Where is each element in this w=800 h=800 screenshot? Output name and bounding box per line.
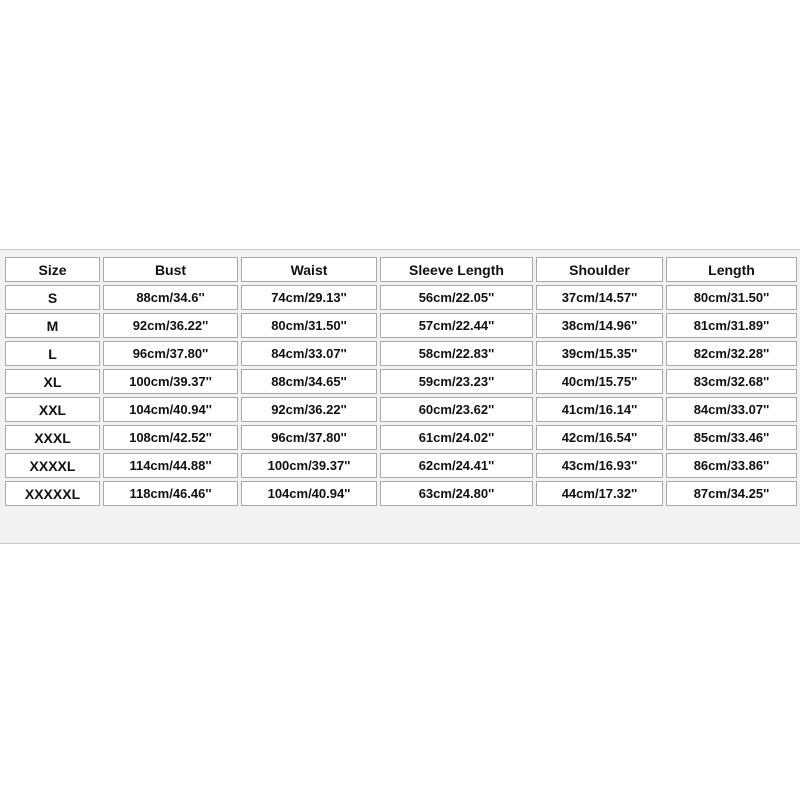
size-chart-panel [0, 249, 800, 544]
bust-cell: 96cm/37.80'' [103, 341, 238, 366]
table-row [5, 453, 797, 478]
header-bust: Bust [103, 257, 238, 282]
size-cell: XL [5, 369, 100, 394]
bust-cell: 92cm/36.22'' [103, 313, 238, 338]
size-cell: M [5, 313, 100, 338]
size-chart-table [2, 254, 800, 509]
length-cell: 81cm/31.89'' [666, 313, 797, 338]
shoulder-cell: 37cm/14.57'' [536, 285, 663, 310]
sleeve-length-cell: 56cm/22.05'' [380, 285, 533, 310]
table-row [5, 481, 797, 506]
length-cell: 82cm/32.28'' [666, 341, 797, 366]
header-sleeve-length: Sleeve Length [380, 257, 533, 282]
waist-cell: 88cm/34.65'' [241, 369, 377, 394]
waist-cell: 80cm/31.50'' [241, 313, 377, 338]
waist-cell: 104cm/40.94'' [241, 481, 377, 506]
length-cell: 83cm/32.68'' [666, 369, 797, 394]
waist-cell: 92cm/36.22'' [241, 397, 377, 422]
size-cell: XXL [5, 397, 100, 422]
waist-cell: 84cm/33.07'' [241, 341, 377, 366]
shoulder-cell: 44cm/17.32'' [536, 481, 663, 506]
waist-cell: 96cm/37.80'' [241, 425, 377, 450]
header-waist: Waist [241, 257, 377, 282]
table-row [5, 397, 797, 422]
sleeve-length-cell: 62cm/24.41'' [380, 453, 533, 478]
bust-cell: 88cm/34.6'' [103, 285, 238, 310]
table-row [5, 313, 797, 338]
shoulder-cell: 43cm/16.93'' [536, 453, 663, 478]
sleeve-length-cell: 61cm/24.02'' [380, 425, 533, 450]
table-row [5, 341, 797, 366]
shoulder-cell: 38cm/14.96'' [536, 313, 663, 338]
waist-cell: 100cm/39.37'' [241, 453, 377, 478]
shoulder-cell: 39cm/15.35'' [536, 341, 663, 366]
bust-cell: 118cm/46.46'' [103, 481, 238, 506]
bust-cell: 114cm/44.88'' [103, 453, 238, 478]
table-row [5, 285, 797, 310]
size-cell: L [5, 341, 100, 366]
header-row [5, 257, 797, 282]
length-cell: 86cm/33.86'' [666, 453, 797, 478]
shoulder-cell: 41cm/16.14'' [536, 397, 663, 422]
header-shoulder: Shoulder [536, 257, 663, 282]
size-cell: S [5, 285, 100, 310]
waist-cell: 74cm/29.13'' [241, 285, 377, 310]
length-cell: 84cm/33.07'' [666, 397, 797, 422]
length-cell: 85cm/33.46'' [666, 425, 797, 450]
bust-cell: 100cm/39.37'' [103, 369, 238, 394]
bust-cell: 104cm/40.94'' [103, 397, 238, 422]
size-cell: XXXXXL [5, 481, 100, 506]
size-cell: XXXL [5, 425, 100, 450]
length-cell: 87cm/34.25'' [666, 481, 797, 506]
sleeve-length-cell: 58cm/22.83'' [380, 341, 533, 366]
sleeve-length-cell: 59cm/23.23'' [380, 369, 533, 394]
sleeve-length-cell: 63cm/24.80'' [380, 481, 533, 506]
length-cell: 80cm/31.50'' [666, 285, 797, 310]
sleeve-length-cell: 60cm/23.62'' [380, 397, 533, 422]
table-row [5, 369, 797, 394]
table-row [5, 425, 797, 450]
shoulder-cell: 40cm/15.75'' [536, 369, 663, 394]
shoulder-cell: 42cm/16.54'' [536, 425, 663, 450]
size-cell: XXXXL [5, 453, 100, 478]
header-size: Size [5, 257, 100, 282]
bust-cell: 108cm/42.52'' [103, 425, 238, 450]
header-length: Length [666, 257, 797, 282]
sleeve-length-cell: 57cm/22.44'' [380, 313, 533, 338]
